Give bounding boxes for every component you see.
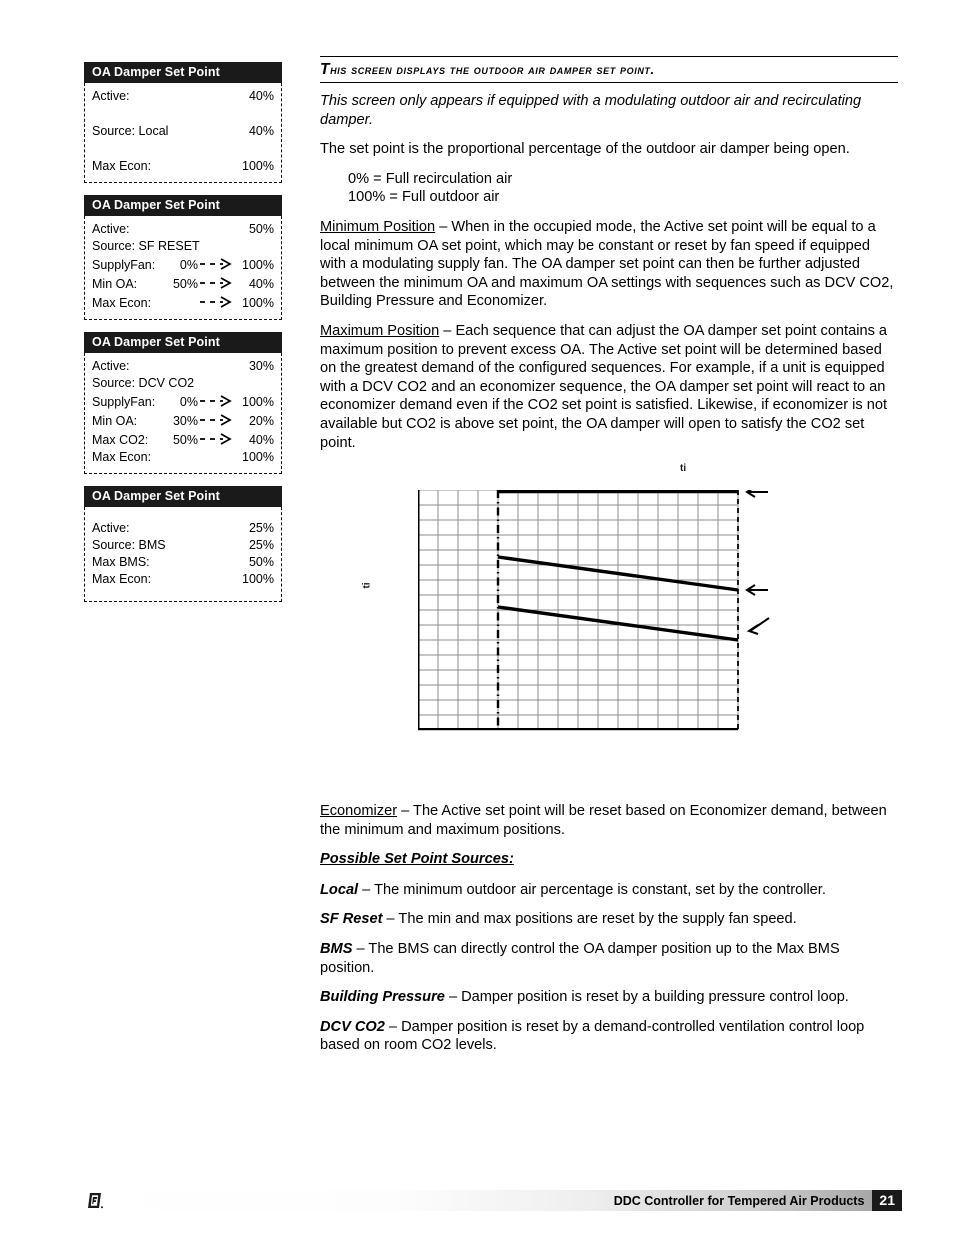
row-label: Max CO2: <box>92 433 149 447</box>
page-footer <box>84 1190 902 1211</box>
panel-row <box>92 537 274 554</box>
row-to-value: 20% <box>248 414 274 428</box>
panel-oa-damper-dcv-co2 <box>84 332 282 474</box>
reset-arrow-icon <box>199 411 233 425</box>
row-gap <box>92 588 274 594</box>
heading-text: his screen displays the outdoor air damper set point. <box>330 62 655 77</box>
reset-arrow-icon <box>199 392 233 406</box>
panel-oa-damper-sf-reset <box>84 195 282 320</box>
source-body-dcv-co2: – Damper position is reset by a demand-controlled ventilation control loop based on room CO2 levels. <box>320 1018 865 1054</box>
source-building-pressure-paragraph <box>320 988 898 1007</box>
row-gap <box>92 140 274 158</box>
source-sf-reset-paragraph <box>320 910 898 929</box>
panel-row-reset <box>92 430 274 449</box>
arrow-top-icon <box>747 490 768 497</box>
source-term-dcv-co2: DCV CO2 <box>320 1018 385 1035</box>
oa-damper-reset-chart <box>358 455 778 745</box>
panel-row-reset <box>92 392 274 411</box>
reset-arrow-icon <box>199 274 233 288</box>
source-body-building-pressure: – Damper position is reset by a building pressure control loop. <box>444 989 849 1006</box>
source-bms-paragraph <box>320 940 898 977</box>
panel-row <box>92 88 274 105</box>
row-from-value: 0% <box>179 395 198 409</box>
row-label: Max Econ: <box>92 572 152 586</box>
row-label: Min OA: <box>92 277 138 291</box>
source-term-building-pressure: Building Pressure <box>320 989 445 1006</box>
panel-title: OA Damper Set Point <box>84 195 282 216</box>
row-to-value: 100% <box>242 296 274 310</box>
row-label: Active: <box>92 89 130 103</box>
screen-description-heading <box>320 61 898 79</box>
row-label: Active: <box>92 222 130 236</box>
economizer-paragraph <box>320 802 898 839</box>
row-value: 50% <box>248 555 274 569</box>
source-body-sf-reset: – The min and max positions are reset by the supply fan speed. <box>382 911 797 928</box>
panel-row <box>92 238 274 255</box>
row-label: Source: Local <box>92 124 169 138</box>
source-body-local: – The minimum outdoor air percentage is constant, set by the controller. <box>358 881 826 898</box>
panel-row <box>92 158 274 175</box>
panel-row <box>92 221 274 238</box>
panel-title: OA Damper Set Point <box>84 332 282 353</box>
panel-row <box>92 375 274 392</box>
row-label: Min OA: <box>92 414 138 428</box>
panel-oa-damper-bms <box>84 486 282 602</box>
row-label: SupplyFan: <box>92 395 156 409</box>
panel-row <box>92 449 274 466</box>
bullet-zero-percent: 0% = Full recirculation air <box>348 170 513 187</box>
screen-panels-column <box>84 62 282 614</box>
panel-row-reset <box>92 293 274 312</box>
arrow-bottom-icon <box>749 618 769 634</box>
chart-gridlines <box>418 490 738 730</box>
row-from-value: 30% <box>172 414 198 428</box>
row-label: Source: SF RESET <box>92 239 200 253</box>
row-value: 40% <box>248 124 274 138</box>
source-body-bms: – The BMS can directly control the OA damper position up to the Max BMS position. <box>320 940 840 976</box>
minimum-position-term: Minimum Position <box>320 218 436 235</box>
panel-row <box>92 554 274 571</box>
arrow-middle-icon <box>747 585 768 595</box>
minimum-position-body: – When in the occupied mode, the Active set point will be equal to a local minimum OA set point, which may be constant or reset by fan speed if equipped with a modulating supply fan. The OA damper set point can then be further adjusted between the minimum OA and maximum OA settings with sequences such as DCV CO2, Building Pressure and Economizer. <box>320 218 894 310</box>
row-from-value: 0% <box>179 258 198 272</box>
greenheck-logo-icon <box>86 1192 104 1209</box>
row-value: 40% <box>248 89 274 103</box>
bullet-hundred-percent: 100% = Full outdoor air <box>348 189 500 206</box>
panel-row <box>92 123 274 140</box>
row-label: Source: DCV CO2 <box>92 376 195 390</box>
source-dcv-co2-paragraph <box>320 1018 898 1055</box>
panel-row <box>92 358 274 375</box>
row-value: 100% <box>242 572 274 586</box>
row-from-value: 50% <box>172 433 198 447</box>
footer-title: DDC Controller for Tempered Air Products <box>613 1193 865 1208</box>
row-value: 100% <box>242 159 274 173</box>
row-label: Source: BMS <box>92 538 166 552</box>
row-label: Max Econ: <box>92 296 152 310</box>
setpoint-paragraph: The set point is the proportional percentage of the outdoor air damper being open. <box>320 141 850 158</box>
maximum-position-term: Maximum Position <box>320 322 440 339</box>
panel-row <box>92 520 274 537</box>
row-label: Active: <box>92 359 130 373</box>
heading-rule-bottom <box>320 82 898 83</box>
row-value: 25% <box>248 521 274 535</box>
heading-drop-cap: T <box>320 61 331 78</box>
panel-title: OA Damper Set Point <box>84 62 282 83</box>
main-text-column <box>320 56 898 463</box>
row-to-value: 100% <box>242 258 274 272</box>
source-term-bms: BMS <box>320 940 353 957</box>
row-gap <box>92 105 274 123</box>
source-local-paragraph <box>320 881 898 900</box>
panel-row-reset <box>92 411 274 430</box>
economizer-term: Economizer <box>320 803 398 819</box>
row-value: 50% <box>248 222 274 236</box>
row-label: Max BMS: <box>92 555 150 569</box>
sources-text-column <box>320 802 898 1066</box>
source-term-local: Local <box>320 881 359 898</box>
panel-oa-damper-local <box>84 62 282 183</box>
maximum-position-paragraph <box>320 322 898 452</box>
reset-arrow-icon <box>199 293 233 307</box>
row-value: 100% <box>242 450 274 464</box>
row-from-value: 50% <box>172 277 198 291</box>
chart-y-axis-label: ti <box>361 582 373 589</box>
minimum-position-paragraph <box>320 218 898 311</box>
row-label: Active: <box>92 521 130 535</box>
possible-sources-heading: Possible Set Point Sources: <box>320 851 514 868</box>
row-label: Max Econ: <box>92 450 152 464</box>
source-term-sf-reset: SF Reset <box>320 911 383 928</box>
panel-title: OA Damper Set Point <box>84 486 282 507</box>
row-to-value: 40% <box>248 433 274 447</box>
economizer-body: – The Active set point will be reset based on Economizer demand, between the minimum and maximum positions. <box>320 803 887 838</box>
row-gap <box>92 512 274 520</box>
panel-body <box>84 216 282 320</box>
row-label: SupplyFan: <box>92 258 156 272</box>
panel-body <box>84 353 282 474</box>
reset-arrow-icon <box>199 430 233 444</box>
row-value: 25% <box>248 538 274 552</box>
maximum-position-body: – Each sequence that can adjust the OA damper set point contains a maximum position to prevent excess OA. The Active set point will be determined based on the greatest demand of the configured sequences. For example, if a unit is equipped with a DCV CO2 and an economizer sequence, the OA damper set point will react to an economizer demand even if the CO2 set point is satisfied. Likewise, if economizer is not available but CO2 is above set point, the OA damper will open to satisfy the CO2 set point. <box>320 322 888 451</box>
row-value: 30% <box>248 359 274 373</box>
panel-row-reset <box>92 274 274 293</box>
panel-row <box>92 571 274 588</box>
panel-body <box>84 83 282 183</box>
row-label: Max Econ: <box>92 159 152 173</box>
row-to-value: 40% <box>248 277 274 291</box>
chart-plot-area <box>418 490 770 740</box>
reset-arrow-icon <box>199 255 233 269</box>
heading-rule-top <box>320 56 898 57</box>
chart-top-label: ti <box>680 463 687 474</box>
panel-row-reset <box>92 255 274 274</box>
panel-body <box>84 507 282 602</box>
intro-italic-paragraph: This screen only appears if equipped with a modulating outdoor air and recirculating damper. <box>320 93 862 128</box>
page-number-badge: 21 <box>872 1190 902 1211</box>
row-to-value: 100% <box>242 395 274 409</box>
